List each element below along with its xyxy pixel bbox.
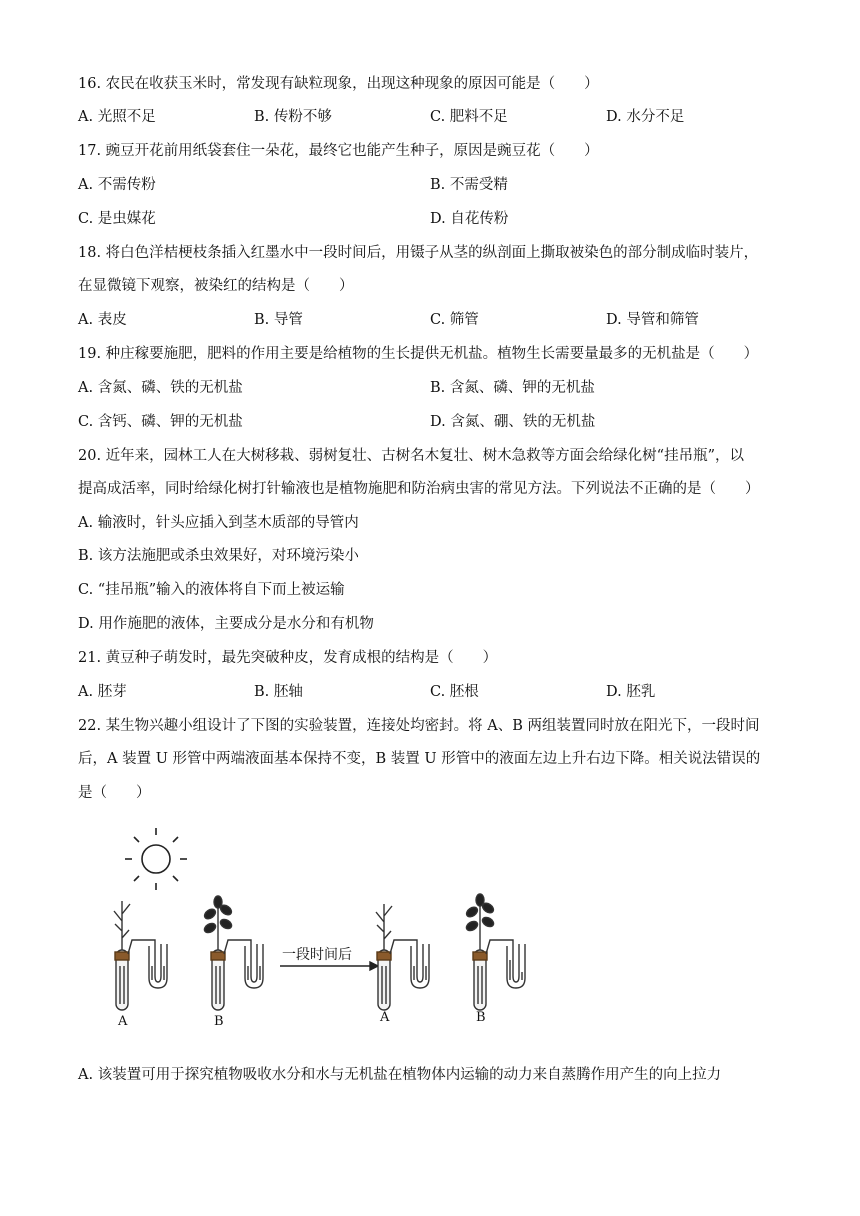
q22-option-a: A. 该装置可用于探究植物吸收水分和水与无机盐在植物体内运输的动力来自蒸腾作用产生的向上拉力	[78, 1067, 722, 1083]
q18-option-b: B. 导管	[254, 312, 303, 328]
q18-option-c: C. 筛管	[430, 312, 479, 328]
arrow-label: 一段时间后	[282, 947, 352, 963]
q20-option-a: A. 输液时，针头应插入到茎木质部的导管内	[78, 515, 359, 531]
q22-stem-line3: 是（ ）	[78, 785, 151, 801]
q19-option-a: A. 含氮、磷、铁的无机盐	[78, 380, 243, 396]
q18-stem-line2: 在显微镜下观察，被染红的结构是（ ）	[78, 278, 354, 294]
label-a-after: A	[380, 1010, 390, 1025]
q16-option-a: A. 光照不足	[78, 109, 156, 125]
q18-stem-line1: 18. 将白色洋桔梗枝条插入红墨水中一段时间后，用镊子从茎的纵剖面上撕取被染色的部分制成临时装片，	[78, 245, 759, 261]
q21-option-b: B. 胚轴	[254, 684, 303, 700]
q17-option-d: D. 自花传粉	[430, 211, 509, 227]
label-b-before: B	[214, 1014, 224, 1029]
q18-option-a: A. 表皮	[78, 312, 127, 328]
q21-option-c: C. 胚根	[430, 684, 479, 700]
q20-stem-line1: 20. 近年来，园林工人在大树移栽、弱树复壮、古树名木复壮、树木急救等方面会给绿化树“挂吊瓶”，以	[78, 448, 744, 464]
q20-option-d: D. 用作施肥的液体，主要成分是水分和有机物	[78, 616, 374, 632]
experiment-diagram	[100, 826, 530, 1036]
q16-option-c: C. 肥料不足	[430, 109, 508, 125]
q19-option-b: B. 含氮、磷、钾的无机盐	[430, 380, 595, 396]
label-b-after: B	[476, 1010, 486, 1025]
q18-option-d: D. 导管和筛管	[606, 312, 699, 328]
q22-stem-line2: 后，A 装置 U 形管中两端液面基本保持不变，B 装置 U 形管中的液面左边上升右边下降。相关说法错误的	[78, 751, 761, 767]
q19-option-c: C. 含钙、磷、钾的无机盐	[78, 414, 243, 430]
q21-option-a: A. 胚芽	[78, 684, 127, 700]
apparatus-b-before	[203, 896, 263, 1010]
apparatus-b-after	[465, 894, 525, 1010]
q20-option-b: B. 该方法施肥或杀虫效果好，对环境污染小	[78, 548, 359, 564]
apparatus-a-after	[376, 904, 429, 1010]
q21-option-d: D. 胚乳	[606, 684, 656, 700]
sun-icon	[125, 828, 187, 890]
q16-stem: 16. 农民在收获玉米时，常发现有缺粒现象，出现这种现象的原因可能是（ ）	[78, 76, 599, 92]
q17-option-a: A. 不需传粉	[78, 177, 156, 193]
q20-stem-line2: 提高成活率，同时给绿化树打针输液也是植物施肥和防治病虫害的常见方法。下列说法不正确的是（ ）	[78, 481, 760, 497]
apparatus-a-before	[114, 901, 167, 1010]
q16-option-d: D. 水分不足	[606, 109, 685, 125]
q17-option-c: C. 是虫媒花	[78, 211, 156, 227]
label-a-before: A	[118, 1014, 128, 1029]
q22-stem-line1: 22. 某生物兴趣小组设计了下图的实验装置，连接处均密封。将 A、B 两组装置同时放在阳光下，一段时间	[78, 718, 760, 734]
q19-option-d: D. 含氮、硼、铁的无机盐	[430, 414, 596, 430]
q21-stem: 21. 黄豆种子萌发时，最先突破种皮，发育成根的结构是（ ）	[78, 650, 498, 666]
q19-stem: 19. 种庄稼要施肥，肥料的作用主要是给植物的生长提供无机盐。植物生长需要量最多的无机盐是（ ）	[78, 346, 759, 362]
q16-option-b: B. 传粉不够	[254, 109, 332, 125]
q17-stem: 17. 豌豆开花前用纸袋套住一朵花，最终它也能产生种子，原因是豌豆花（ ）	[78, 143, 599, 159]
q20-option-c: C. “挂吊瓶”输入的液体将自下而上被运输	[78, 582, 345, 598]
experiment-figure	[100, 826, 530, 1036]
q17-option-b: B. 不需受精	[430, 177, 508, 193]
